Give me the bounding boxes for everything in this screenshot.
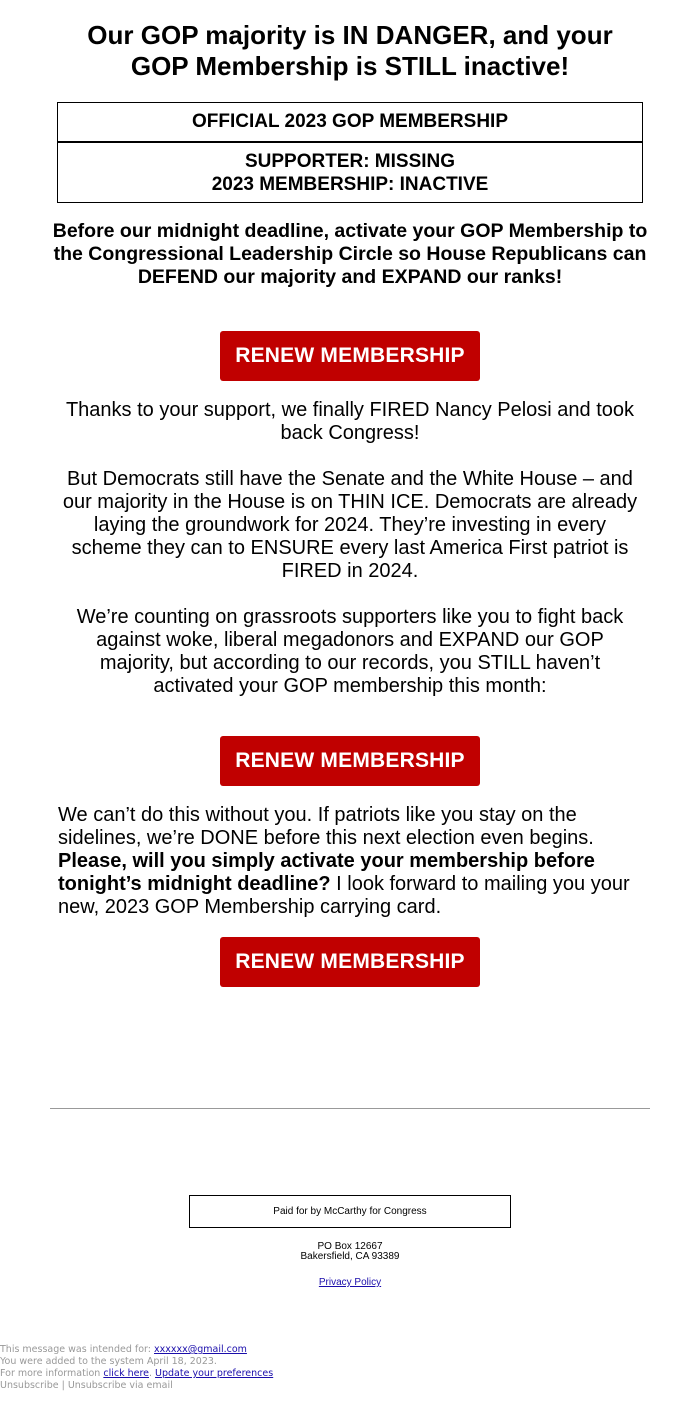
address-line: PO Box 12667 (317, 1241, 383, 1252)
more-info-label: For more information (0, 1368, 104, 1379)
intended-label: This message was intended for: (0, 1344, 154, 1355)
body-paragraph: But Democrats still have the Senate and the White House – and our majority in the House is on THIN ICE. Democrats are already laying the groundwork for 2024. They’re investing in every scheme they can to ENSURE every last America First patriot is FIRED in 2024. (62, 468, 638, 582)
headline-line-1: Our GOP majority is IN DANGER, and your (87, 20, 613, 50)
email-footer (0, 1344, 273, 1392)
renew-membership-button[interactable]: RENEW MEMBERSHIP (220, 331, 480, 381)
update-preferences-link[interactable]: Update your preferences (155, 1368, 274, 1379)
headline-line-2: GOP Membership is STILL inactive! (130, 51, 570, 81)
supporter-status: SUPPORTER: MISSING (244, 151, 456, 172)
closing-paragraph (58, 804, 642, 919)
intended-for-line (0, 1344, 273, 1356)
membership-status-box (57, 102, 643, 203)
body-paragraph: We’re counting on grassroots supporters like you to fight back against woke, liberal megadonors and EXPAND our GOP majority, but according to our records, you STILL haven’t activated your GOP membership this month: (76, 606, 624, 697)
unsubscribe-email-link[interactable]: Unsubscribe via email (67, 1380, 173, 1391)
closing-bold-text: Please, will you simply activate your membership before tonight’s midnight deadline? (58, 850, 595, 895)
renew-membership-button[interactable]: RENEW MEMBERSHIP (220, 937, 480, 987)
mailing-address (200, 1242, 500, 1262)
status-box-details (58, 143, 642, 202)
unsubscribe-line (0, 1380, 273, 1392)
added-date: You were added to the system April 18, 2023. (0, 1356, 217, 1367)
body-paragraph: Thanks to your support, we finally FIRED Nancy Pelosi and took back Congress! (65, 399, 635, 444)
address-line: Bakersfield, CA 93389 (300, 1251, 400, 1262)
separator: | (58, 1380, 68, 1391)
closing-text-end: I look forward to mailing you your new, 2023 GOP Membership carrying card. (58, 873, 630, 918)
click-here-link[interactable]: click here (103, 1368, 149, 1379)
renew-membership-button[interactable]: RENEW MEMBERSHIP (220, 736, 480, 786)
intro-text: Before our midnight deadline, activate your GOP Membership to the Congressional Leadership Circle so House Republicans can DEFEND our majority and EXPAND our ranks! (52, 220, 648, 288)
divider (50, 1108, 650, 1109)
closing-text: We can’t do this without you. If patriots like you stay on the sidelines, we’re DONE before this next election even begins. (58, 804, 594, 849)
privacy-policy-link[interactable]: Privacy Policy (318, 1277, 382, 1288)
headline (58, 20, 642, 82)
status-box-title: OFFICIAL 2023 GOP MEMBERSHIP (58, 103, 642, 143)
privacy-policy-container (200, 1277, 500, 1288)
more-info-line (0, 1368, 273, 1380)
email-link[interactable]: xxxxxx@gmail.com (154, 1344, 247, 1355)
paid-for-disclaimer: Paid for by McCarthy for Congress (189, 1195, 511, 1228)
unsubscribe-link[interactable]: Unsubscribe (0, 1380, 59, 1391)
separator: . (149, 1368, 156, 1379)
membership-status: 2023 MEMBERSHIP: INACTIVE (211, 174, 489, 195)
